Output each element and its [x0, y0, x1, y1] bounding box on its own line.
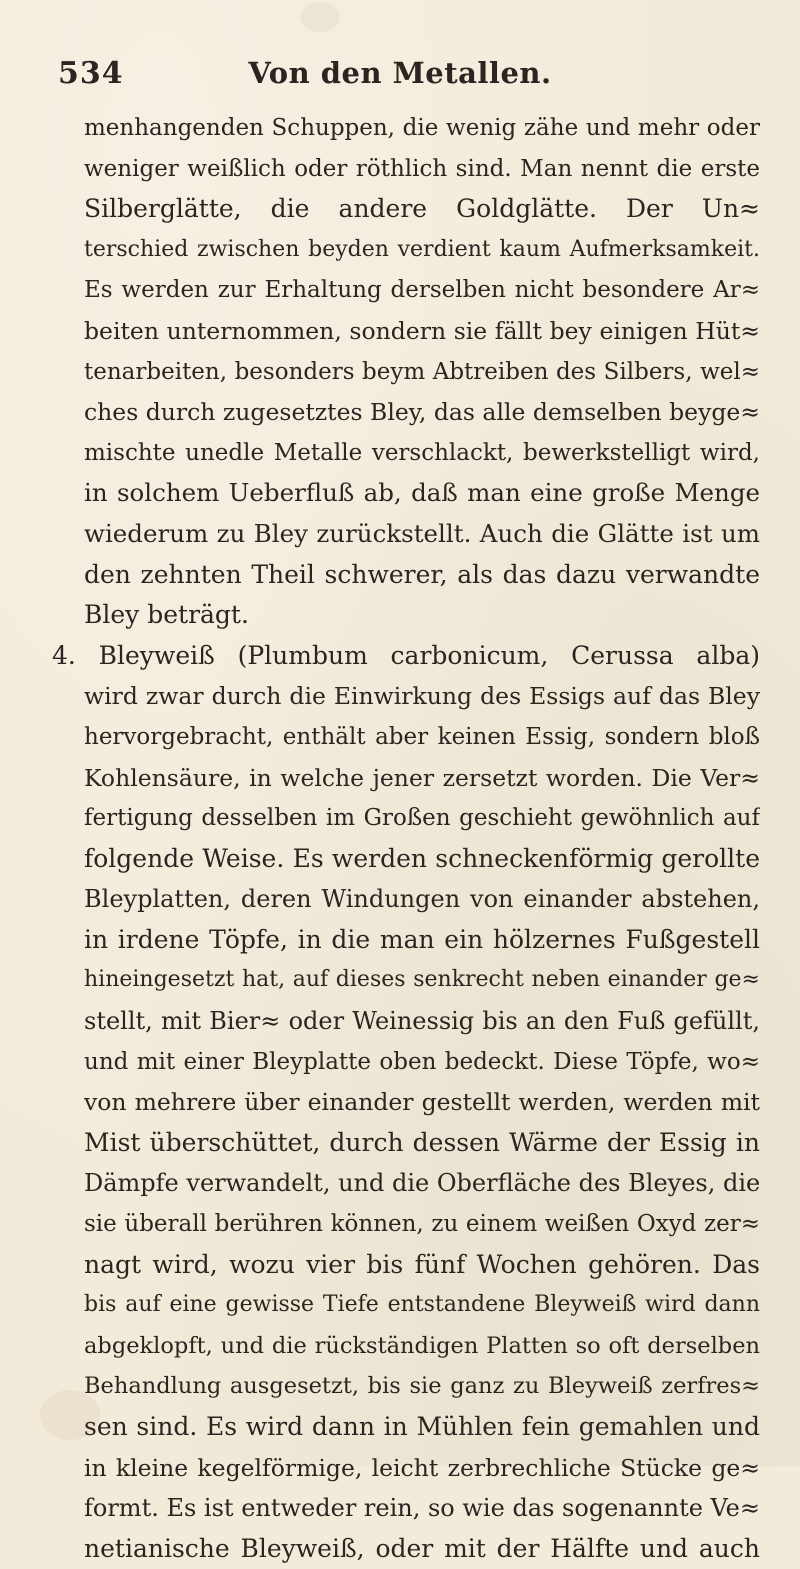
text-line: wiederum zu Bley zurückstellt. Auch die Glätte ist um	[84, 518, 760, 548]
text-line: stellt, mit Bier≈ oder Weinessig bis an den Fuß gefüllt,	[84, 1007, 760, 1036]
section-heading-line: 4. Bleyweiß (Plumbum carbonicum, Cerussa alba)	[52, 640, 760, 670]
text-line: Behandlung ausgesetzt, bis sie ganz zu Bleyweiß zerfres≈	[84, 1373, 760, 1400]
text-line: formt. Es ist entweder rein, so wie das sogenannte Ve≈	[84, 1494, 760, 1523]
text-line: in irdene Töpfe, in die man ein hölzernes Fußgestell	[84, 924, 760, 954]
text-line: Es werden zur Erhaltung derselben nicht besondere Ar≈	[84, 277, 760, 304]
text-line: terschied zwischen beyden verdient kaum Aufmerksamkeit.	[84, 236, 760, 262]
text-line: netianische Bleyweiß, oder mit der Hälfte und auch	[84, 1533, 760, 1563]
text-line: mischte unedle Metalle verschlackt, bewerkstelligt wird,	[84, 439, 760, 466]
page-number: 534	[58, 56, 124, 91]
text-line: von mehrere über einander gestellt werden, werden mit	[84, 1088, 760, 1117]
paper-stain	[300, 2, 340, 32]
text-line: menhangenden Schuppen, die wenig zähe und mehr oder	[84, 115, 760, 141]
text-line: Bleyplatten, deren Windungen von einander abstehen,	[84, 885, 760, 914]
text-line: Mist überschüttet, durch dessen Wärme der Essig in	[84, 1127, 760, 1157]
text-line: bis auf eine gewisse Tiefe entstandene Bleyweiß wird dann	[84, 1292, 760, 1318]
text-line: und mit einer Bleyplatte oben bedeckt. Diese Töpfe, wo≈	[84, 1048, 760, 1075]
text-line: Kohlensäure, in welche jener zersetzt worden. Die Ver≈	[84, 763, 760, 792]
text-line: tenarbeiten, besonders beym Abtreiben des Silbers, wel≈	[84, 358, 760, 385]
text-line: ches durch zugesetztes Bley, das alle demselben beyge≈	[84, 398, 760, 427]
text-line: in kleine kegelförmige, leicht zerbrechliche Stücke ge≈	[84, 1453, 760, 1482]
text-line: fertigung desselben im Großen geschieht gewöhnlich auf	[84, 805, 760, 832]
text-line: in solchem Ueberfluß ab, daß man eine große Menge	[84, 478, 760, 508]
running-head: Von den Metallen.	[248, 56, 552, 90]
text-line: beiten unternommen, sondern sie fällt bey einigen Hüt≈	[84, 316, 760, 345]
text-line: abgeklopft, und die rückständigen Platten so oft derselben	[84, 1332, 760, 1359]
text-line: wird zwar durch die Einwirkung des Essigs auf das Bley	[84, 682, 760, 711]
text-line: weniger weißlich oder röthlich sind. Man nennt die erste	[84, 155, 760, 182]
text-line: Silberglätte, die andere Goldglätte. Der Un≈	[84, 194, 760, 224]
text-line: nagt wird, wozu vier bis fünf Wochen gehören. Das	[84, 1249, 760, 1279]
text-line: sie überall berühren können, zu einem weißen Oxyd zer≈	[84, 1211, 760, 1238]
text-line: den zehnten Theil schwerer, als das dazu verwandte	[84, 559, 760, 589]
text-line: sen sind. Es wird dann in Mühlen fein gemahlen und	[84, 1412, 760, 1441]
text-line: Bley beträgt.	[84, 600, 249, 630]
text-line: hineingesetzt hat, auf dieses senkrecht neben einander ge≈	[84, 967, 760, 993]
page-header	[0, 50, 800, 94]
body-text	[52, 108, 760, 1569]
text-line: hervorgebracht, enthält aber keinen Essig, sondern bloß	[84, 723, 760, 750]
text-line: Dämpfe verwandelt, und die Oberfläche des Bleyes, die	[84, 1169, 760, 1198]
text-line: folgende Weise. Es werden schneckenförmig gerollte	[84, 843, 760, 873]
